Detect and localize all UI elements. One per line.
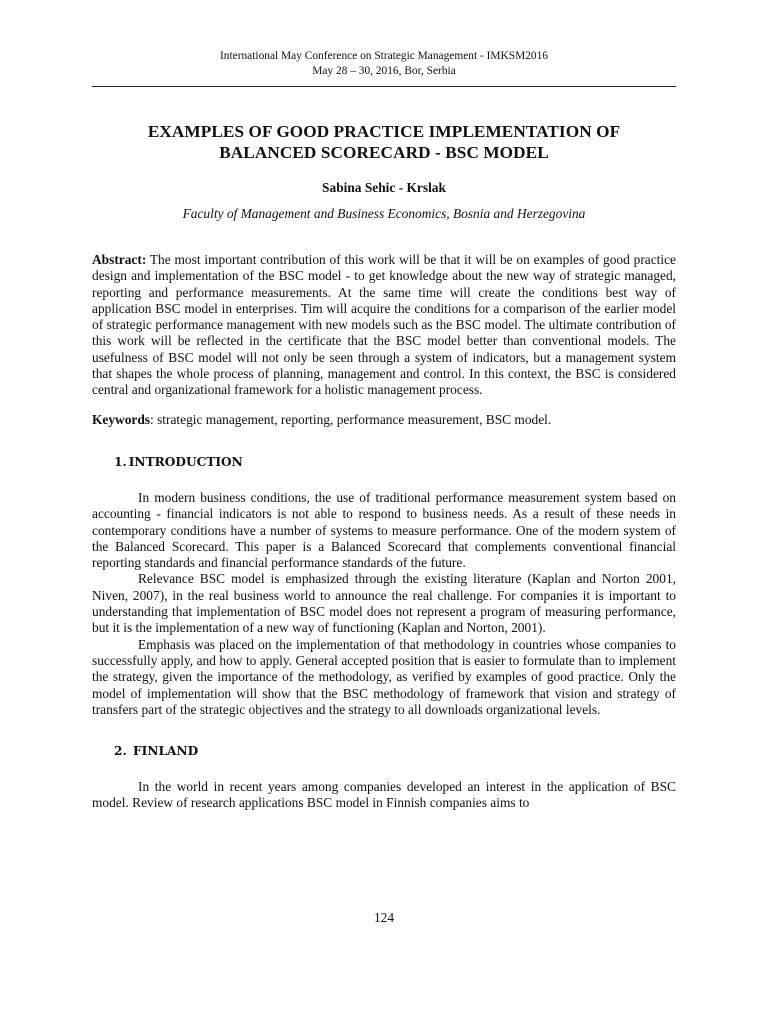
- header-rule: [92, 86, 676, 87]
- author-affiliation: Faculty of Management and Business Economics, Bosnia and Herzegovina: [182, 206, 586, 221]
- abstract-label: Abstract:: [92, 252, 147, 267]
- paper-page: [92, 0, 676, 812]
- abstract-text: The most important contribution of this work will be that it will be on examples of good practice design and implementation of the BSC model - to get knowledge about the new way of strategic managed, reporting and performance measurements. At the same time will create the conditions best way of application BSC model in enterprises. Tim will acquire the conditions for a comparison of the earlier model of strategic performance management with new models such as the BSC model. The ultimate contribution of this work will be reflected in the certificate that the BSC model better than conventional models. The usefulness of BSC model will not only be seen through a system of indicators, but a management system that shapes the whole process of planning, management and control. In this context, the BSC is considered central and organizational framework for a holistic management process.: [92, 252, 676, 398]
- section-title: FINLAND: [132, 744, 199, 759]
- section-heading-finland: [114, 743, 676, 759]
- section-number: 1.: [114, 454, 127, 469]
- section-number: 2.: [114, 744, 127, 759]
- title-line-1: EXAMPLES OF GOOD PRACTICE IMPLEMENTATION OF: [147, 122, 621, 141]
- page-number: 124: [373, 910, 395, 925]
- section-title: INTRODUCTION: [128, 454, 243, 469]
- abstract: [92, 252, 676, 399]
- conference-date-location: May 28 – 30, 2016, Bor, Serbia: [312, 64, 456, 77]
- keywords-label: Keywords: [92, 411, 151, 427]
- body-paragraph: Emphasis was placed on the implementation of that methodology in countries whose companies to successfully apply, and how to apply. General accepted position that is easier to formulate than to implement the strategy, given the importance of the methodology, as verified by examples of good practice. Only the model of implementation will show that the BSC methodology of framework that vision and strategy of transfers part of the strategic objectives and the strategy to all downloads organizational levels.: [92, 636, 676, 717]
- body-paragraph: In modern business conditions, the use of traditional performance measurement system based on accounting - financial indicators is not able to respond to business needs. As a result of these needs in contemporary conditions have a number of systems to measure performance. One of the modern system of the Balanced Scorecard. This paper is a Balanced Scorecard that complements conventional financial reporting standards and financial performance standards of the future.: [92, 489, 676, 571]
- author-name: Sabina Sehic - Krslak: [322, 180, 446, 195]
- paper-title: [92, 121, 676, 163]
- keywords: [92, 412, 676, 428]
- body-paragraph: In the world in recent years among companies developed an interest in the application of BSC model. Review of research applications BSC model in Finnish companies aims to: [92, 779, 676, 811]
- section-heading-introduction: [114, 454, 676, 470]
- conference-name: International May Conference on Strategic Management - IMKSM2016: [219, 50, 549, 62]
- title-line-2: BALANCED SCORECARD - BSC MODEL: [219, 143, 549, 162]
- body-paragraph: Relevance BSC model is emphasized through the existing literature (Kaplan and Norton 2001, Niven, 2007), in the real business world to announce the real challenge. For companies it is important to understanding that implementation of BSC model does not represent a program of measuring performance, but it is the implementation of a new way of functioning (Kaplan and Norton, 2001).: [92, 571, 676, 636]
- running-header: [92, 49, 676, 78]
- keywords-text: : strategic management, reporting, performance measurement, BSC model.: [150, 411, 552, 427]
